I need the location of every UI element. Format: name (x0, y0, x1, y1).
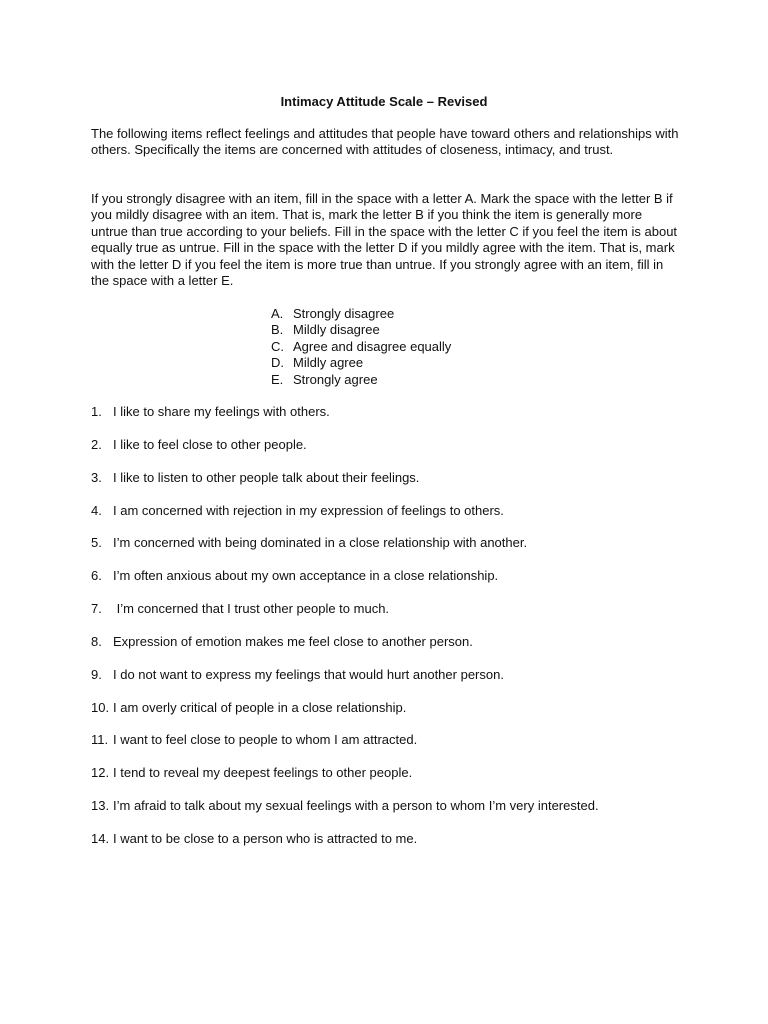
instructions-paragraph: If you strongly disagree with an item, fill in the space with a letter A. Mark the space with the letter B if you mildly disagree with an item. That is, mark the letter B if you think the item is generally more untrue than true according to your beliefs. Fill in the space with the letter C if you feel the item is about equally true as untrue. Fill in the space with the letter D if you mildly agree with the item. That is, mark with the letter D if you feel the item is more true than untrue. If you strongly agree with an item, fill in the space with a letter E. (91, 191, 678, 289)
questionnaire-items (91, 404, 711, 864)
item-number: 8. (91, 633, 102, 649)
item-6 (91, 568, 711, 601)
scale-letter: D. (271, 355, 284, 371)
item-text: Expression of emotion makes me feel close to another person. (113, 633, 473, 649)
item-text: I like to listen to other people talk about their feelings. (113, 469, 420, 485)
scale-label: Mildly disagree (293, 322, 380, 338)
item-10 (91, 700, 711, 733)
scale-letter: B. (271, 322, 284, 338)
scale-option-b (271, 322, 451, 338)
scale-letter: A. (271, 306, 284, 321)
item-number: 5. (91, 535, 102, 551)
scale-label: Agree and disagree equally (293, 338, 452, 354)
scale-option-a (271, 306, 451, 322)
item-text: I want to be close to a person who is attracted to me. (113, 830, 418, 846)
item-12 (91, 765, 711, 798)
item-number: 10. (91, 699, 110, 715)
item-number: 7. (91, 601, 102, 617)
scale-option-c (271, 339, 451, 355)
scale-label: Mildly agree (293, 355, 364, 371)
item-4 (91, 503, 711, 536)
item-7 (91, 601, 711, 634)
scale-label: Strongly disagree (293, 306, 395, 321)
intro-paragraph: The following items reflect feelings and attitudes that people have toward others and relationships with others. Specifically the items are concerned with attitudes of closeness, intimacy, and trust. (91, 126, 679, 158)
scale-option-d (271, 355, 451, 371)
scale-letter: E. (271, 371, 284, 387)
item-number: 4. (91, 502, 102, 518)
item-text: I’m afraid to talk about my sexual feelings with a person to whom I’m very interested. (113, 798, 599, 814)
item-text: I want to feel close to people to whom I am attracted. (113, 732, 418, 748)
item-number: 11. (91, 732, 109, 748)
item-9 (91, 667, 711, 700)
scale-option-e (271, 372, 451, 388)
item-text: I am overly critical of people in a close relationship. (113, 699, 407, 715)
item-1 (91, 404, 711, 437)
item-5 (91, 535, 711, 568)
item-text: I like to share my feelings with others. (113, 404, 330, 419)
scale-label: Strongly agree (293, 371, 378, 387)
item-number: 14. (91, 830, 110, 846)
item-3 (91, 470, 711, 503)
item-text: I tend to reveal my deepest feelings to other people. (113, 765, 413, 781)
item-number: 3. (91, 469, 102, 485)
item-14 (91, 831, 711, 864)
document-title: Intimacy Attitude Scale – Revised (280, 94, 488, 109)
item-11 (91, 732, 711, 765)
item-text: I’m concerned with being dominated in a close relationship with another. (113, 535, 528, 551)
item-text: I do not want to express my feelings that would hurt another person. (113, 666, 504, 682)
item-8 (91, 634, 711, 667)
item-text: I’m concerned that I trust other people to much. (113, 601, 390, 617)
item-number: 13. (91, 798, 110, 814)
response-scale (271, 306, 451, 388)
item-number: 6. (91, 568, 102, 584)
item-text: I like to feel close to other people. (113, 436, 307, 452)
scale-letter: C. (271, 338, 284, 354)
item-number: 9. (91, 666, 102, 682)
item-13 (91, 798, 711, 831)
item-number: 12. (91, 765, 110, 781)
item-number: 1. (91, 404, 102, 419)
item-text: I am concerned with rejection in my expression of feelings to others. (113, 502, 504, 518)
item-number: 2. (91, 436, 102, 452)
item-2 (91, 437, 711, 470)
item-text: I’m often anxious about my own acceptance in a close relationship. (113, 568, 499, 584)
